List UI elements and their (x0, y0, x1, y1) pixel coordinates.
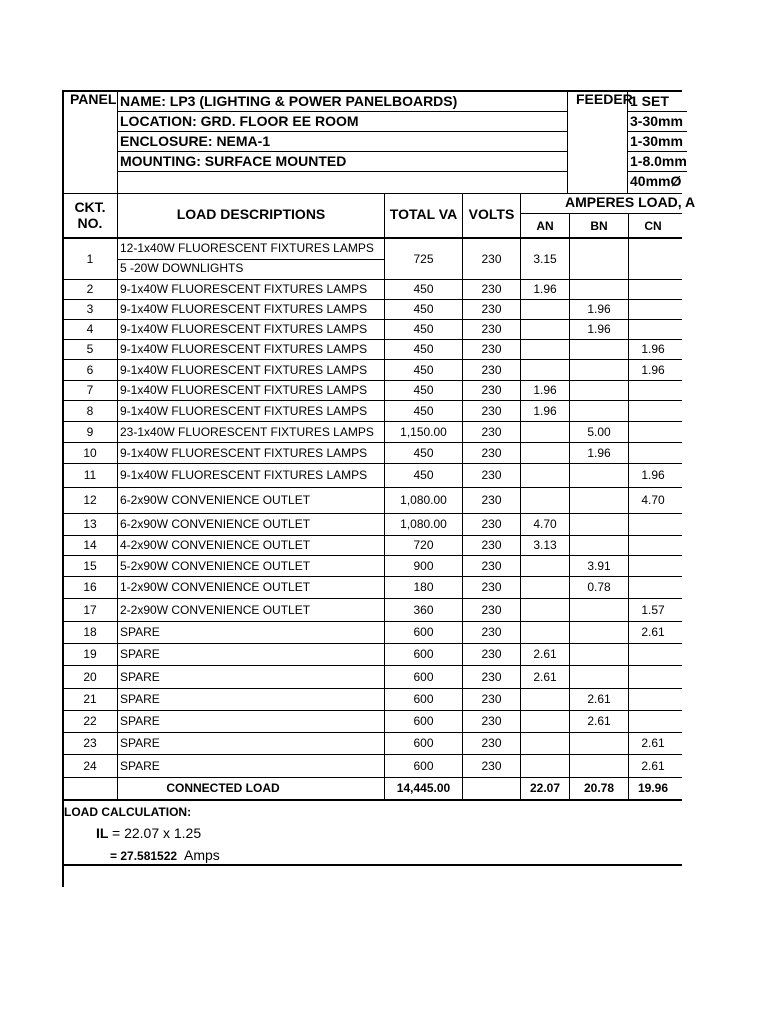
load-description: 6-2x90W CONVENIENCE OUTLET (120, 493, 311, 507)
volts-cell: 230 (481, 580, 502, 594)
load-description: SPARE (120, 736, 160, 750)
total-va-cell: 600 (413, 670, 434, 684)
load-description: 9-1x40W FLUORESCENT FIXTURES LAMPS (120, 342, 368, 356)
total-va-cell: 600 (413, 714, 434, 728)
load-description: 4-2x90W CONVENIENCE OUTLET (120, 538, 311, 552)
load-description: 9-1x40W FLUORESCENT FIXTURES LAMPS (120, 363, 368, 377)
load-description: 5 -20W DOWNLIGHTS (120, 261, 244, 275)
load-description: 1-2x90W CONVENIENCE OUTLET (120, 580, 311, 594)
rule (62, 799, 682, 801)
total-va-cell: 450 (413, 404, 434, 418)
connected-load-bn: 20.78 (583, 781, 615, 795)
cn-cell: 4.70 (641, 493, 665, 507)
total-va-cell: 600 (413, 625, 434, 639)
cn-cell: 2.61 (641, 759, 665, 773)
row-rule (62, 299, 682, 300)
load-description: 6-2x90W CONVENIENCE OUTLET (120, 517, 311, 531)
row-rule (62, 754, 682, 755)
volts-cell: 230 (481, 446, 502, 460)
row-rule (62, 339, 682, 340)
total-va-cell: 450 (413, 468, 434, 482)
rule (118, 131, 568, 132)
header-bn: BN (590, 219, 608, 233)
volts-cell: 230 (481, 692, 502, 706)
an-cell: 3.15 (533, 252, 557, 266)
load-description: SPARE (120, 759, 160, 773)
row-rule (62, 710, 682, 711)
cn-cell: 1.96 (641, 363, 665, 377)
an-cell: 2.61 (533, 670, 557, 684)
bn-cell: 1.96 (587, 446, 611, 460)
header-no: NO. (77, 215, 103, 231)
row-rule (62, 380, 682, 381)
rule (118, 151, 568, 152)
total-va-cell: 360 (413, 603, 434, 617)
total-va-cell: 1,080.00 (400, 493, 447, 507)
rule (520, 213, 682, 214)
load-description: 9-1x40W FLUORESCENT FIXTURES LAMPS (120, 322, 368, 336)
circuit-number: 4 (86, 322, 94, 336)
feeder-line: 1-30mm (630, 133, 683, 149)
load-description: 12-1x40W FLUORESCENT FIXTURES LAMPS (120, 241, 374, 255)
cn-cell: 1.57 (641, 603, 665, 617)
load-description: 9-1x40W FLUORESCENT FIXTURES LAMPS (120, 446, 368, 460)
volts-cell: 230 (481, 603, 502, 617)
load-description: 9-1x40W FLUORESCENT FIXTURES LAMPS (120, 468, 368, 482)
an-cell: 3.13 (533, 538, 557, 552)
header-amperes-load: AMPERES LOAD, A (565, 194, 696, 210)
total-va-cell: 725 (413, 252, 434, 266)
circuit-number: 1 (86, 252, 94, 266)
circuit-number: 10 (83, 446, 97, 460)
circuit-number: 2 (86, 282, 94, 296)
an-cell: 1.96 (533, 282, 557, 296)
header-total-va: TOTAL VA (389, 206, 458, 222)
an-cell: 4.70 (533, 517, 557, 531)
bn-cell: 1.96 (587, 302, 611, 316)
volts-cell: 230 (481, 625, 502, 639)
total-va-cell: 1,150.00 (400, 425, 447, 439)
connected-load-va: 14,445.00 (396, 781, 451, 795)
rule (62, 864, 682, 866)
feeder-line: 1 SET (630, 93, 669, 109)
il-label: IL (96, 825, 109, 841)
volts-cell: 230 (481, 383, 502, 397)
volts-cell: 230 (481, 493, 502, 507)
load-description: 5-2x90W CONVENIENCE OUTLET (120, 559, 311, 573)
volts-cell: 230 (481, 736, 502, 750)
result-unit: Amps (184, 847, 220, 863)
volts-cell: 230 (481, 517, 502, 531)
rule (627, 131, 687, 132)
circuit-number: 21 (83, 692, 97, 706)
row-rule (62, 359, 682, 360)
row-rule (62, 535, 682, 536)
circuit-number: 16 (83, 580, 97, 594)
load-calculation-title: LOAD CALCULATION: (64, 805, 192, 819)
volts-cell: 230 (481, 670, 502, 684)
header-volts: VOLTS (468, 206, 515, 222)
total-va-cell: 1,080.00 (400, 517, 447, 531)
bn-cell: 2.61 (587, 692, 611, 706)
total-va-cell: 600 (413, 759, 434, 773)
result-value: = 27.581522 (110, 849, 178, 863)
circuit-number: 19 (83, 647, 97, 661)
rule (627, 151, 687, 152)
il-expression: = 22.07 x 1.25 (112, 825, 202, 841)
row-rule (62, 279, 682, 280)
cn-cell: 1.96 (641, 468, 665, 482)
circuit-number: 23 (83, 736, 97, 750)
circuit-number: 9 (86, 425, 94, 439)
load-description: SPARE (120, 670, 160, 684)
feeder-label: FEEDER (576, 91, 633, 107)
volts-cell: 230 (481, 363, 502, 377)
cn-cell: 2.61 (641, 736, 665, 750)
volts-cell: 230 (481, 342, 502, 356)
rule (117, 90, 118, 800)
connected-load-an: 22.07 (529, 781, 561, 795)
volts-cell: 230 (481, 302, 502, 316)
an-cell: 1.96 (533, 404, 557, 418)
volts-cell: 230 (481, 468, 502, 482)
total-va-cell: 450 (413, 302, 434, 316)
total-va-cell: 450 (413, 322, 434, 336)
row-rule (62, 732, 682, 733)
volts-cell: 230 (481, 425, 502, 439)
circuit-number: 17 (83, 603, 97, 617)
row-rule (62, 621, 682, 622)
header-cn: CN (644, 219, 662, 233)
total-va-cell: 720 (413, 538, 434, 552)
total-va-cell: 450 (413, 342, 434, 356)
circuit-number: 6 (86, 363, 94, 377)
load-description: 9-1x40W FLUORESCENT FIXTURES LAMPS (120, 282, 368, 296)
rule (118, 111, 568, 112)
load-description: SPARE (120, 714, 160, 728)
circuit-number: 13 (83, 517, 97, 531)
row-rule (62, 400, 682, 401)
circuit-number: 12 (83, 493, 97, 507)
circuit-number: 8 (86, 404, 94, 418)
rule (567, 90, 568, 194)
rule (627, 111, 687, 112)
total-va-cell: 450 (413, 282, 434, 296)
load-description: 23-1x40W FLUORESCENT FIXTURES LAMPS (120, 425, 374, 439)
circuit-number: 24 (83, 759, 97, 773)
volts-cell: 230 (481, 647, 502, 661)
rule (62, 237, 682, 239)
bn-cell: 1.96 (587, 322, 611, 336)
panel-label: PANEL (70, 91, 117, 107)
connected-load-cn: 19.96 (637, 781, 669, 795)
row-rule (62, 643, 682, 644)
volts-cell: 230 (481, 404, 502, 418)
load-description: SPARE (120, 692, 160, 706)
total-va-cell: 450 (413, 363, 434, 377)
row-rule (62, 598, 682, 599)
panel-location: LOCATION: GRD. FLOOR EE ROOM (120, 113, 359, 129)
volts-cell: 230 (481, 559, 502, 573)
total-va-cell: 900 (413, 559, 434, 573)
panel-mounting: MOUNTING: SURFACE MOUNTED (120, 153, 347, 169)
header-load-descriptions: LOAD DESCRIPTIONS (176, 206, 326, 222)
bn-cell: 0.78 (587, 580, 611, 594)
total-va-cell: 450 (413, 446, 434, 460)
circuit-number: 14 (83, 538, 97, 552)
row-rule (62, 319, 682, 320)
feeder-line: 1-8.0mm (630, 153, 687, 169)
total-va-cell: 600 (413, 647, 434, 661)
rule (627, 171, 687, 172)
row-rule (62, 487, 682, 488)
total-va-cell: 600 (413, 692, 434, 706)
header-ckt: CKT. (74, 199, 106, 215)
circuit-number: 15 (83, 559, 97, 573)
cn-cell: 2.61 (641, 625, 665, 639)
load-description: 2-2x90W CONVENIENCE OUTLET (120, 603, 311, 617)
volts-cell: 230 (481, 282, 502, 296)
circuit-number: 11 (83, 468, 97, 482)
row-rule (62, 777, 682, 778)
an-cell: 2.61 (533, 647, 557, 661)
circuit-number: 7 (86, 383, 94, 397)
circuit-number: 18 (83, 625, 97, 639)
volts-cell: 230 (481, 538, 502, 552)
row-rule (62, 555, 682, 556)
volts-cell: 230 (481, 759, 502, 773)
total-va-cell: 180 (413, 580, 434, 594)
panel-name: NAME: LP3 (LIGHTING & POWER PANELBOARDS) (120, 93, 458, 109)
load-description: SPARE (120, 647, 160, 661)
total-va-cell: 450 (413, 383, 434, 397)
panel-enclosure: ENCLOSURE: NEMA-1 (120, 133, 271, 149)
load-description: 9-1x40W FLUORESCENT FIXTURES LAMPS (120, 404, 368, 418)
circuit-number: 5 (86, 342, 94, 356)
load-description: SPARE (120, 625, 160, 639)
header-an: AN (536, 219, 554, 233)
row-rule (62, 688, 682, 689)
bn-cell: 2.61 (587, 714, 611, 728)
circuit-number: 3 (86, 302, 94, 316)
circuit-number: 20 (83, 670, 97, 684)
cn-cell: 1.96 (641, 342, 665, 356)
volts-cell: 230 (481, 252, 502, 266)
circuit-number: 22 (83, 714, 97, 728)
feeder-line: 40mmØ (630, 173, 682, 189)
row-rule (62, 513, 682, 514)
row-rule (62, 421, 682, 422)
bn-cell: 3.91 (587, 559, 611, 573)
row-rule (62, 576, 682, 577)
row-rule (62, 442, 682, 443)
bn-cell: 5.00 (587, 425, 611, 439)
load-description: 9-1x40W FLUORESCENT FIXTURES LAMPS (120, 302, 368, 316)
volts-cell: 230 (481, 714, 502, 728)
load-description: 9-1x40W FLUORESCENT FIXTURES LAMPS (120, 383, 368, 397)
an-cell: 1.96 (533, 383, 557, 397)
volts-cell: 230 (481, 322, 502, 336)
rule (118, 171, 568, 172)
row-rule (62, 463, 682, 464)
total-va-cell: 600 (413, 736, 434, 750)
row-rule (62, 665, 682, 666)
feeder-line: 3-30mm (630, 113, 683, 129)
connected-load-label: CONNECTED LOAD (166, 781, 280, 795)
